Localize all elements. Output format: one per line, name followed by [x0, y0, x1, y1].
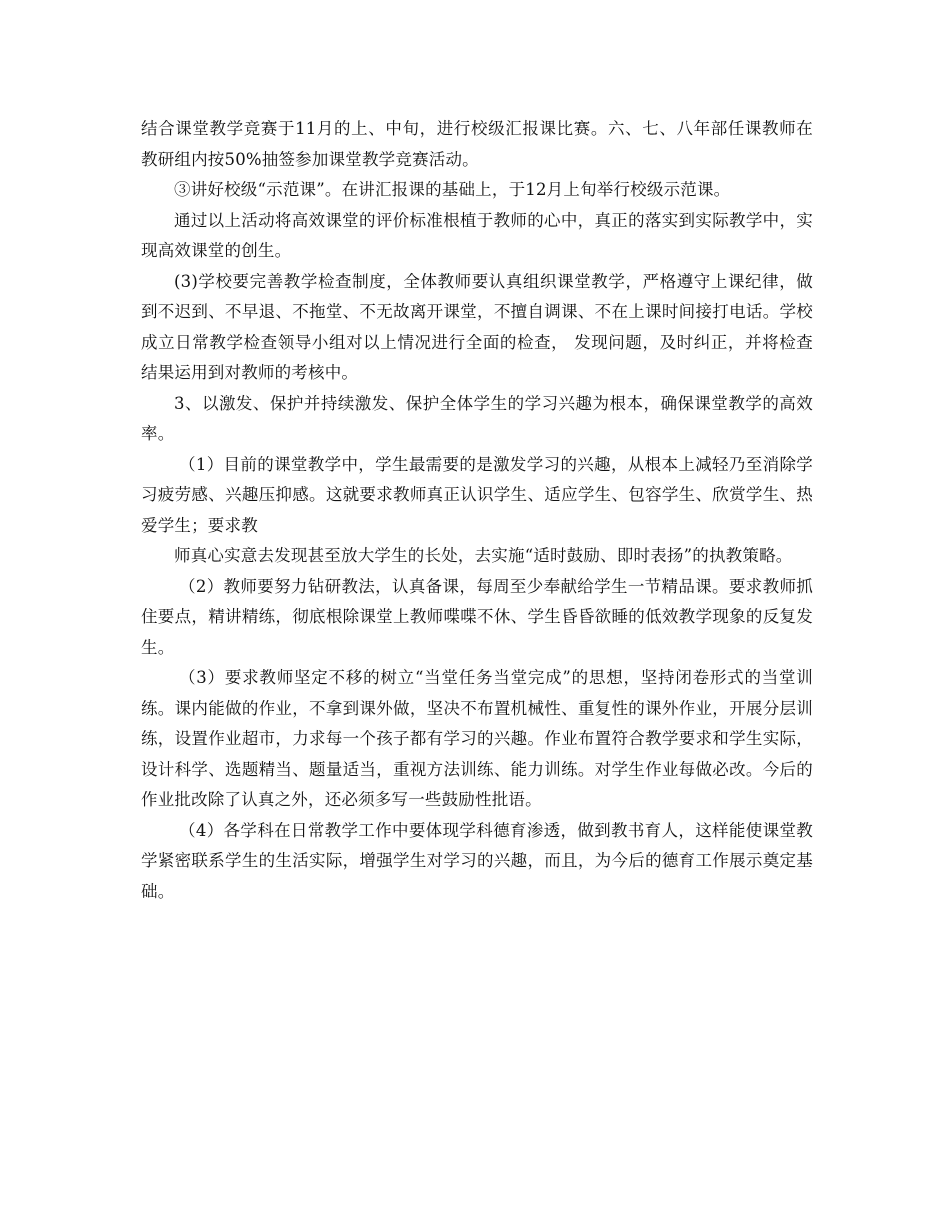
paragraph-item-1: （1）目前的课堂教学中，学生最需要的是激发学习的兴趣，从根本上减轻乃至消除学习疲劳感、兴趣压抑感。这就要求教师真正认识学生、适应学生、包容学生、欣赏学生、热爱学生；要求教 — [141, 454, 813, 535]
paragraph-item-1-continued: 师真心实意去发现甚至放大学生的长处，去实施“适时鼓励、即时表扬”的执教策略。 — [174, 546, 793, 565]
paragraph-item-2: （2）教师要努力钻研教法，认真备课，每周至少奉献给学生一节精品课。要求教师抓住要点，精讲精练，彻底根除课堂上教师喋喋不休、学生昏昏欲睡的低效教学现象的反复发生。 — [141, 576, 813, 657]
paragraph-demo-lesson: ③讲好校级“示范课”。在讲汇报课的基础上，于12月上旬举行校级示范课。 — [174, 180, 731, 199]
paragraph-inspection-system: (3)学校要完善教学检查制度，全体教师要认真组织课堂教学，严格遵守上课纪律，做到不迟到、不早退、不拖堂、不无故离开课堂，不擅自调课、不在上课时间接打电话。学校成立日常教学检查领导小组对以上情况进行全面的检查， 发现问题，及时纠正，并将检查结果运用到对教师的考核中。 — [141, 271, 813, 382]
paragraph-efficient-classroom: 通过以上活动将高效课堂的评价标准根植于教师的心中，真正的落实到实际教学中，实现高效课堂的创生。 — [141, 210, 813, 260]
paragraph-item-4: （4）各学科在日常教学工作中要体现学科德育渗透，做到教书育人，这样能使课堂教学紧密联系学生的生活实际，增强学生对学习的兴趣，而且，为今后的德育工作展示奠定基础。 — [141, 820, 813, 901]
paragraph-item-3: （3）要求教师坚定不移的树立“当堂任务当堂完成”的思想，坚持闭卷形式的当堂训练。课内能做的作业，不拿到课外做，坚决不布置机械性、重复性的课外作业，开展分层训练，设置作业超市，力求每一个孩子都有学习的兴趣。作业布置符合教学要求和学生实际，设计科学、选题精当、题量适当，重视方法训练、能力训练。对学生作业每做必改。今后的作业批改除了认真之外，还必须多写一些鼓励性批语。 — [141, 668, 813, 809]
paragraph-competition: 结合课堂教学竞赛于11月的上、中旬，进行校级汇报课比赛。六、七、八年部任课教师在教研组内按50%抽签参加课堂教学竞赛活动。 — [141, 119, 813, 169]
paragraph-section-3-heading: 3、以激发、保护并持续激发、保护全体学生的学习兴趣为根本，确保课堂教学的高效率。 — [141, 393, 813, 443]
document-body — [141, 114, 813, 907]
